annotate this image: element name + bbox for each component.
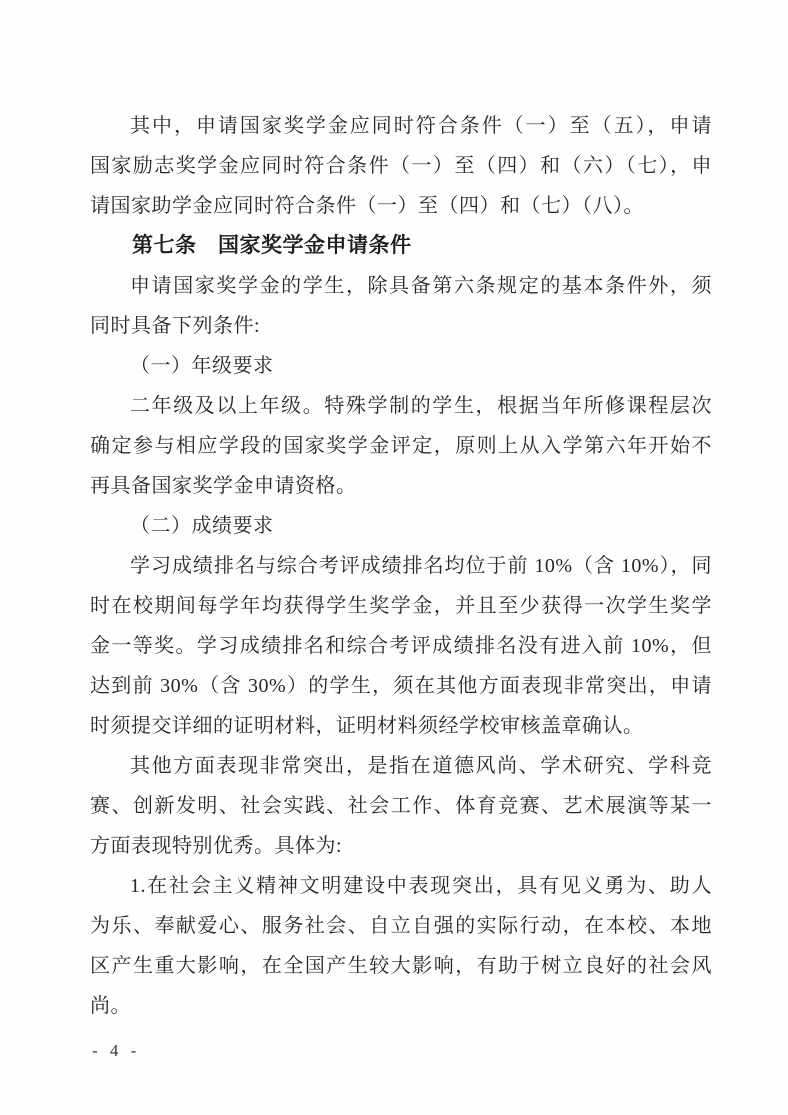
text-line: 达到前 30%（含 30%）的学生，须在其他方面表现非常突出，申请 (90, 675, 712, 697)
text-line: 申请国家奖学金的学生，除具备第六条规定的基本条件外，须 (130, 275, 712, 297)
text-line: 赛、创新发明、社会实践、社会工作、体育竞赛、艺术展演等某一 (90, 795, 712, 817)
text-line: 时须提交详细的证明材料，证明材料须经学校审核盖章确认。 (90, 715, 644, 737)
paragraph (90, 346, 712, 386)
paragraph (90, 866, 712, 1026)
text-line: 1.在社会主义精神文明建设中表现突出，具有见义勇为、助人 (130, 875, 712, 897)
text-line: 方面表现特别优秀。具体为: (90, 835, 343, 857)
text-line: 时在校期间每学年均获得学生奖学金，并且至少获得一次学生奖学 (90, 595, 712, 617)
page-number: - 4 - (92, 1041, 141, 1060)
text-line: 二年级及以上年级。特殊学制的学生，根据当年所修课程层次 (130, 395, 712, 417)
text-line: 确定参与相应学段的国家奖学金评定，原则上从入学第六年开始不 (90, 435, 712, 457)
text-line: 其他方面表现非常突出，是指在道德风尚、学术研究、学科竞 (130, 755, 712, 777)
text-line: 学习成绩排名与综合考评成绩排名均位于前 10%（含 10%），同 (130, 555, 712, 577)
text-line: 国家励志奖学金应同时符合条件（一）至（四）和（六）（七），申 (90, 155, 712, 177)
paragraph (90, 506, 712, 546)
text-line: （一）年级要求 (130, 355, 274, 377)
text-line: 请国家助学金应同时符合条件（一）至（四）和（七）（八）。 (90, 195, 644, 217)
text-line: （二）成绩要求 (130, 515, 274, 537)
text-line: 再具备国家奖学金申请资格。 (90, 475, 357, 497)
text-block (90, 106, 712, 1026)
section-heading (90, 226, 712, 266)
paragraph (90, 266, 712, 346)
paragraph (90, 746, 712, 866)
text-line: 区产生重大影响，在全国产生较大影响，有助于树立良好的社会风 (90, 955, 712, 977)
text-line: 尚。 (90, 995, 131, 1017)
text-line: 其中，申请国家奖学金应同时符合条件（一）至（五），申请 (130, 115, 712, 137)
text-line: 同时具备下列条件: (90, 315, 261, 337)
paragraph (90, 386, 712, 506)
text-line: 为乐、奉献爱心、服务社会、自立自强的实际行动，在本校、本地 (90, 915, 712, 937)
paragraph (90, 106, 712, 226)
text-line: 金一等奖。学习成绩排名和综合考评成绩排名没有进入前 10%，但 (90, 635, 712, 657)
paragraph (90, 546, 712, 746)
heading-line: 第七条 国家奖学金申请条件 (132, 234, 412, 257)
